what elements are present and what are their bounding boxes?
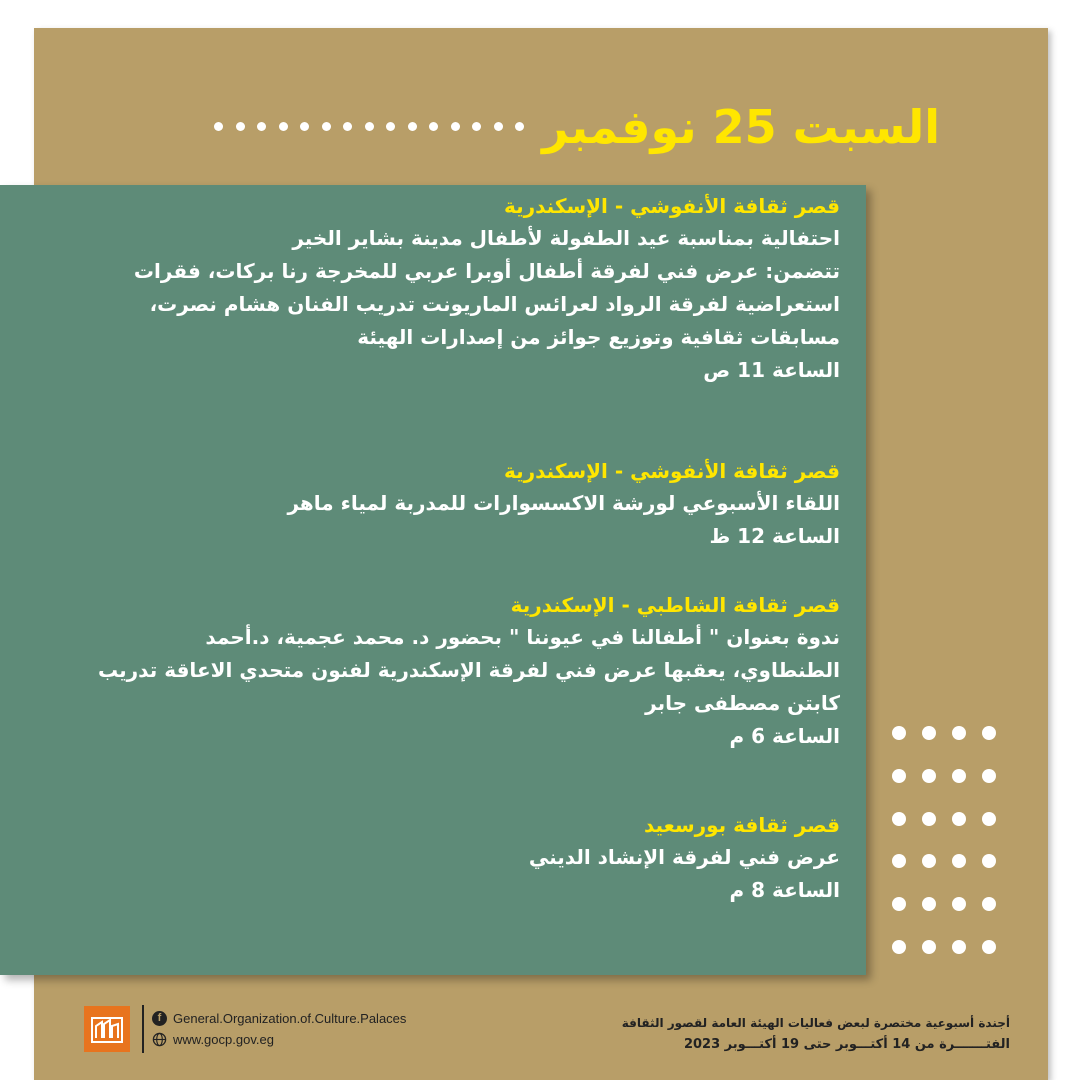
dot xyxy=(952,812,966,826)
dot xyxy=(892,812,906,826)
dot xyxy=(408,122,417,131)
footer-contacts xyxy=(84,1004,406,1054)
dot xyxy=(982,769,996,783)
dot xyxy=(472,122,481,131)
dot xyxy=(257,122,266,131)
event-time: الساعة 8 م xyxy=(729,878,840,902)
dot xyxy=(892,769,906,783)
website-url: www.gocp.gov.eg xyxy=(173,1032,274,1047)
event-item xyxy=(50,455,840,553)
event-line: مسابقات ثقافية وتوزيع جوائز من إصدارات الهيئة xyxy=(357,325,840,349)
event-line: احتفالية بمناسبة عيد الطفولة لأطفال مدينة بشاير الخير xyxy=(292,226,840,250)
event-line: عرض فني لفرقة الإنشاد الديني xyxy=(528,845,840,869)
dot xyxy=(892,940,906,954)
dot xyxy=(982,726,996,740)
dot xyxy=(451,122,460,131)
dot xyxy=(322,122,331,131)
event-venue: قصر ثقافة الأنفوشي - الإسكندرية xyxy=(503,459,840,483)
dot xyxy=(279,122,288,131)
facebook-link[interactable] xyxy=(152,1011,406,1026)
event-time: الساعة 12 ظ xyxy=(709,524,840,548)
event-line: تتضمن: عرض فني لفرقة أطفال أوبرا عربي للمخرجة رنا بركات، فقرات xyxy=(133,259,840,283)
facebook-icon: f xyxy=(152,1011,167,1026)
events-list xyxy=(50,190,840,907)
dot xyxy=(952,940,966,954)
event-item xyxy=(50,190,840,387)
dot xyxy=(386,122,395,131)
agenda-title: أجندة أسبوعية مختصرة لبعض فعاليات الهيئة العامة لقصور الثقافة xyxy=(621,1016,1010,1030)
contact-links xyxy=(152,1011,406,1047)
event-item xyxy=(50,809,840,907)
dot xyxy=(982,897,996,911)
footer-divider xyxy=(142,1005,144,1053)
event-venue: قصر ثقافة الشاطبي - الإسكندرية xyxy=(510,593,840,617)
dot xyxy=(982,940,996,954)
dot xyxy=(952,769,966,783)
event-line: ندوة بعنوان " أطفالنا في عيوننا " بحضور د. محمد عجمية، د.أحمد xyxy=(205,625,840,649)
dot xyxy=(922,726,936,740)
dot xyxy=(922,769,936,783)
grid-dots-decoration xyxy=(884,712,1004,968)
event-line: كابتن مصطفى جابر xyxy=(645,691,840,715)
dot xyxy=(922,812,936,826)
dot xyxy=(952,897,966,911)
event-time: الساعة 11 ص xyxy=(703,358,840,382)
agenda-period: الفتـــــــرة من 14 أكتـــوبر حتى 19 أكتـــوبر 2023 xyxy=(683,1037,1010,1052)
event-line: اللقاء الأسبوعي لورشة الاكسسوارات للمدربة لمياء ماهر xyxy=(287,491,840,515)
dot xyxy=(365,122,374,131)
dot xyxy=(982,854,996,868)
dot xyxy=(952,854,966,868)
facebook-handle: General.Organization.of.Culture.Palaces xyxy=(173,1011,407,1026)
dot xyxy=(922,854,936,868)
event-item xyxy=(50,589,840,753)
dot xyxy=(515,122,524,131)
dot xyxy=(300,122,309,131)
event-time: الساعة 6 م xyxy=(729,724,840,748)
dot xyxy=(494,122,503,131)
dot xyxy=(952,726,966,740)
dot xyxy=(922,940,936,954)
dot xyxy=(982,812,996,826)
dot xyxy=(892,854,906,868)
dot xyxy=(922,897,936,911)
dot xyxy=(236,122,245,131)
dot xyxy=(343,122,352,131)
website-link[interactable] xyxy=(152,1032,406,1047)
dot xyxy=(214,122,223,131)
dot xyxy=(429,122,438,131)
footer-agenda xyxy=(622,1012,1010,1056)
event-line: الطنطاوي، يعقبها عرض فني لفرقة الإسكندرية لفنون متحدي الاعاقة تدريب xyxy=(97,658,840,682)
event-venue: قصر ثقافة الأنفوشي - الإسكندرية xyxy=(503,194,840,218)
event-line: استعراضية لفرقة الرواد لعرائس الماريونت تدريب الفنان هشام نصرت، xyxy=(149,292,840,316)
date-title: السبت 25 نوفمبر xyxy=(542,100,940,154)
title-dots-decoration xyxy=(214,116,524,136)
logo-mark xyxy=(90,1012,124,1046)
event-venue: قصر ثقافة بورسعيد xyxy=(643,813,840,837)
dot xyxy=(892,726,906,740)
gocp-logo xyxy=(84,1006,130,1052)
dot xyxy=(892,897,906,911)
globe-icon xyxy=(152,1032,167,1047)
